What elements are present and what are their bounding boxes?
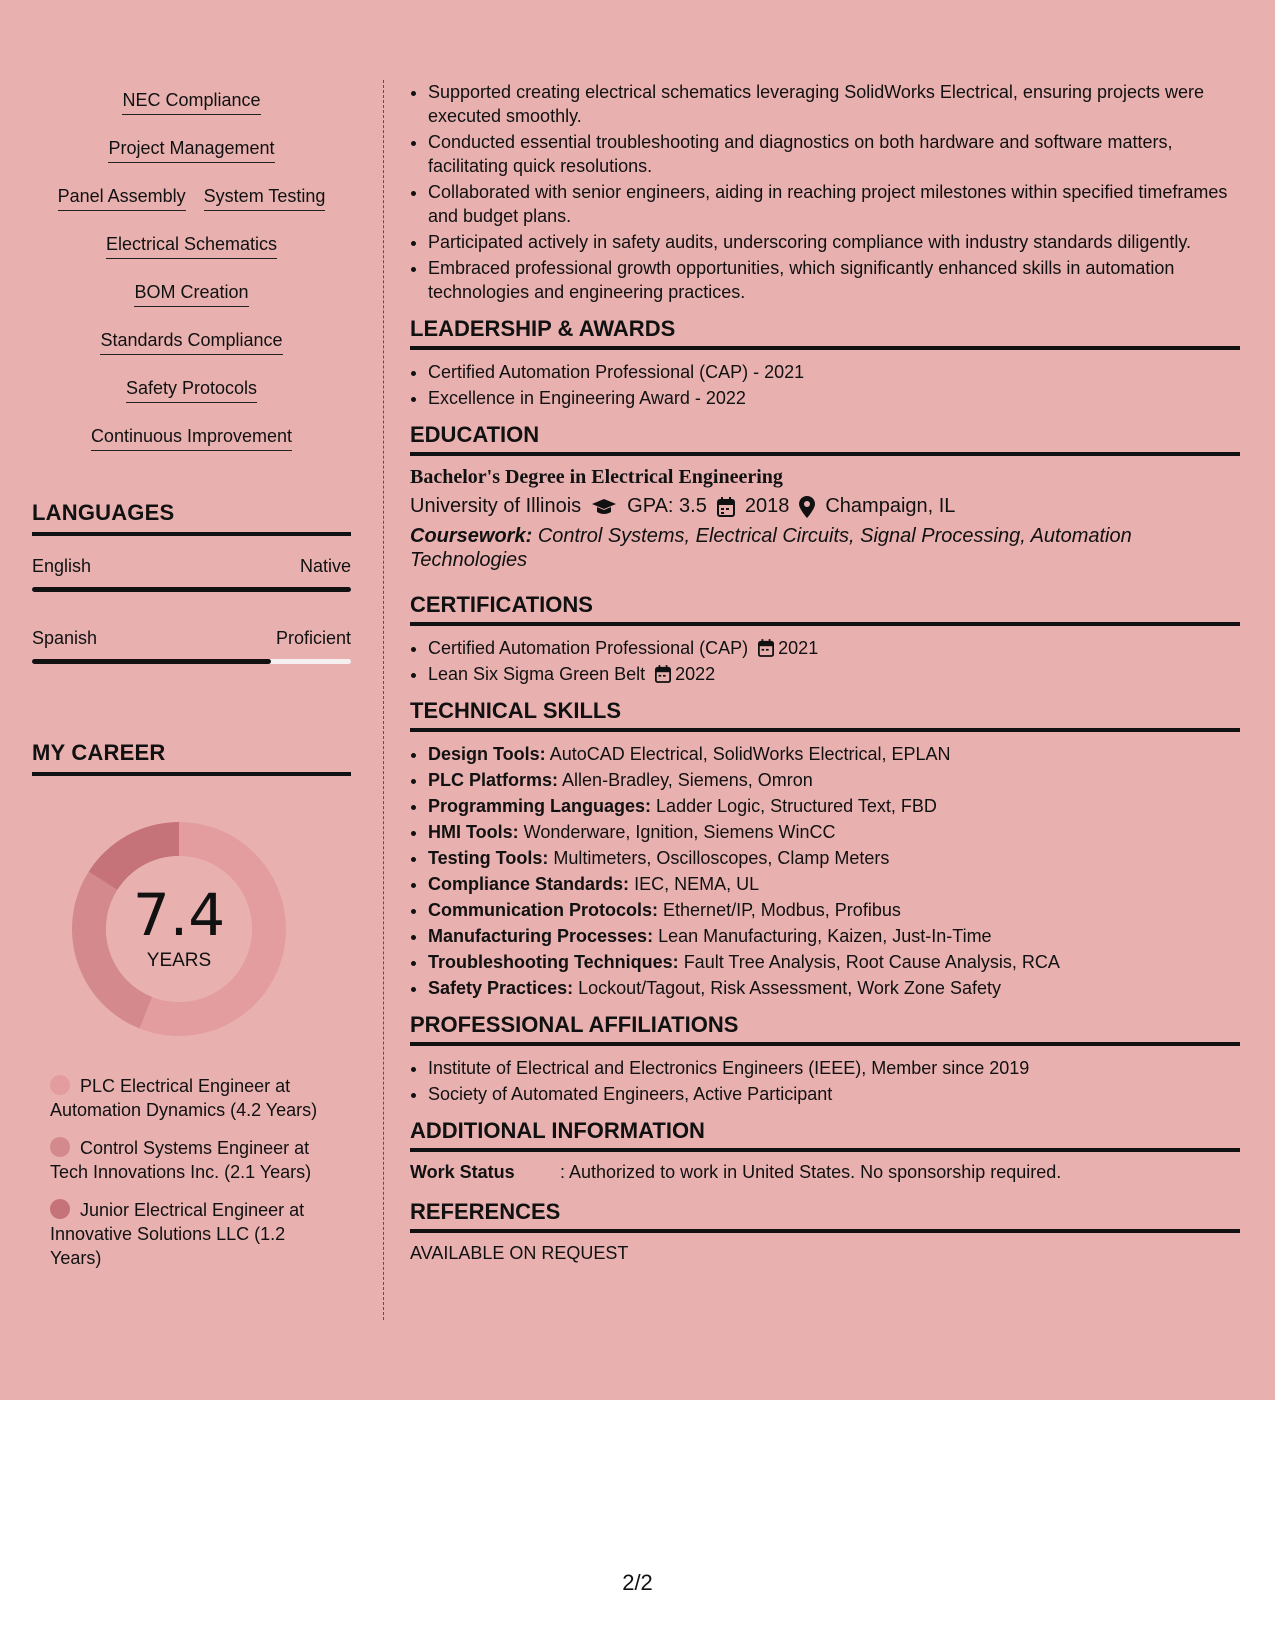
tech-skill-item	[428, 976, 1240, 1000]
tech-skill-value: IEC, NEMA, UL	[634, 874, 760, 894]
experience-bullets	[410, 80, 1240, 304]
tech-skill-value: Multimeters, Oscilloscopes, Clamp Meters	[553, 848, 890, 868]
section-title: PROFESSIONAL AFFILIATIONS	[410, 1012, 1240, 1046]
skill-tag: System Testing	[204, 185, 326, 211]
language-level: Proficient	[275, 628, 351, 648]
legend-item	[50, 1074, 340, 1122]
calendar-icon	[758, 639, 774, 657]
language-row	[32, 556, 351, 577]
skill-tag: Continuous Improvement	[91, 425, 292, 451]
certification-year: 2022	[675, 664, 716, 684]
career-total-unit: YEARS	[146, 950, 212, 971]
tech-skill-item	[428, 950, 1240, 974]
language-level: Native	[299, 556, 351, 576]
skill-tags	[32, 78, 351, 462]
tech-skill-label: Testing Tools:	[428, 848, 549, 868]
skill-tag: Project Management	[108, 137, 274, 163]
tech-skill-value: Lean Manufacturing, Kaizen, Just-In-Time	[658, 926, 992, 946]
skill-tag: Standards Compliance	[100, 329, 282, 355]
award-item: • Certified Automation Professional (CAP) - 2021	[428, 360, 1240, 384]
tech-skill-item	[428, 846, 1240, 870]
tech-skill-label: Communication Protocols:	[428, 900, 659, 920]
certification-item	[428, 636, 1240, 660]
language-name: English	[32, 556, 92, 576]
career-donut-chart	[64, 814, 294, 1044]
education-meta	[410, 495, 1240, 518]
graduation-year: 2018	[744, 495, 790, 517]
legend-label: Control Systems Engineer at Tech Innovations Inc. (2.1 Years)	[50, 1138, 312, 1182]
tech-skill-value: Fault Tree Analysis, Root Cause Analysis, RCA	[683, 952, 1060, 972]
legend-dot	[50, 1075, 70, 1095]
skill-tag: Safety Protocols	[126, 377, 257, 403]
legend-item	[50, 1198, 340, 1270]
coursework-text: Control Systems, Electrical Circuits, Signal Processing, Automation Technologies	[410, 525, 1132, 571]
tech-skill-value: Lockout/Tagout, Risk Assessment, Work Zone Safety	[578, 978, 1001, 998]
section-title: CERTIFICATIONS	[410, 592, 1240, 626]
legend-label: Junior Electrical Engineer at Innovative Solutions LLC (1.2 Years)	[50, 1200, 305, 1268]
school-name: University of Illinois	[410, 495, 582, 517]
experience-bullet: • Embraced professional growth opportunities, which significantly enhanced skills in automation technologies and engineering practices.	[428, 256, 1240, 304]
tech-skill-value: Ethernet/IP, Modbus, Profibus	[663, 900, 901, 920]
legend-item	[50, 1136, 340, 1184]
language-bar	[32, 659, 351, 664]
affiliation-item: • Society of Automated Engineers, Active Participant	[428, 1082, 1240, 1106]
legend-dot	[50, 1137, 70, 1157]
graduation-cap-icon	[591, 498, 617, 516]
section-title: MY CAREER	[32, 740, 351, 776]
section-title: REFERENCES	[410, 1199, 1240, 1233]
calendar-icon	[655, 665, 671, 683]
experience-bullet: • Participated actively in safety audits, underscoring compliance with industry standards diligently.	[428, 230, 1240, 254]
tech-skill-label: Troubleshooting Techniques:	[428, 952, 679, 972]
experience-bullet: • Supported creating electrical schematics leveraging SolidWorks Electrical, ensuring projects were executed smoothly.	[428, 80, 1240, 128]
affiliations-list	[410, 1056, 1240, 1106]
tech-skill-label: HMI Tools:	[428, 822, 519, 842]
language-name: Spanish	[32, 628, 98, 648]
page-number: 2/2	[622, 1570, 653, 1595]
right-column	[410, 80, 1240, 1264]
tech-skill-label: PLC Platforms:	[428, 770, 559, 790]
tech-skill-item	[428, 872, 1240, 896]
map-pin-icon	[799, 496, 815, 518]
language-bar-fill	[32, 587, 351, 592]
work-status	[410, 1162, 1240, 1183]
school-location: Champaign, IL	[825, 495, 956, 517]
tech-skill-item	[428, 768, 1240, 792]
language-row	[32, 628, 351, 649]
tech-skill-label: Compliance Standards:	[428, 874, 630, 894]
leadership-list	[410, 360, 1240, 410]
skill-tag: NEC Compliance	[122, 89, 260, 115]
left-column	[32, 78, 351, 1284]
technical-skills-list	[410, 742, 1240, 1000]
affiliation-item: • Institute of Electrical and Electronics Engineers (IEEE), Member since 2019	[428, 1056, 1240, 1080]
tech-skill-value: Allen-Bradley, Siemens, Omron	[562, 770, 813, 790]
tech-skill-item	[428, 742, 1240, 766]
tech-skill-value: Ladder Logic, Structured Text, FBD	[656, 796, 937, 816]
gpa: GPA: 3.5	[627, 495, 707, 517]
tech-skill-value: Wonderware, Ignition, Siemens WinCC	[523, 822, 836, 842]
tech-skill-item	[428, 898, 1240, 922]
certification-item	[428, 662, 1240, 686]
experience-bullet: • Collaborated with senior engineers, aiding in reaching project milestones within specified timeframes and budget plans.	[428, 180, 1240, 228]
certification-name: Certified Automation Professional (CAP)	[428, 638, 749, 658]
tech-skill-value: AutoCAD Electrical, SolidWorks Electrical, EPLAN	[549, 744, 951, 764]
languages-section	[32, 500, 351, 664]
tech-skill-label: Safety Practices:	[428, 978, 574, 998]
tech-skill-label: Design Tools:	[428, 744, 546, 764]
language-bar	[32, 587, 351, 592]
skill-tag: Panel Assembly	[58, 185, 186, 211]
award-item: • Excellence in Engineering Award - 2022	[428, 386, 1240, 410]
skill-tag: Electrical Schematics	[106, 233, 277, 259]
degree-title: Bachelor's Degree in Electrical Engineering	[410, 466, 783, 488]
certification-year: 2021	[778, 638, 819, 658]
work-status-value: : Authorized to work in United States. No sponsorship required.	[560, 1162, 1062, 1182]
certification-name: Lean Six Sigma Green Belt	[428, 664, 646, 684]
legend-label: PLC Electrical Engineer at Automation Dynamics (4.2 Years)	[50, 1076, 318, 1120]
skill-tag: BOM Creation	[134, 281, 248, 307]
work-status-label: Work Status	[410, 1162, 515, 1182]
coursework-label: Coursework:	[410, 525, 533, 547]
tech-skill-label: Manufacturing Processes:	[428, 926, 654, 946]
legend-dot	[50, 1199, 70, 1219]
references-text: AVAILABLE ON REQUEST	[410, 1243, 629, 1263]
calendar-icon	[717, 497, 735, 517]
tech-skill-item	[428, 820, 1240, 844]
tech-skill-item	[428, 924, 1240, 948]
career-total-years: 7.4	[132, 881, 226, 949]
section-title: TECHNICAL SKILLS	[410, 698, 1240, 732]
tech-skill-item	[428, 794, 1240, 818]
section-title: EDUCATION	[410, 422, 1240, 456]
coursework	[410, 524, 1240, 572]
career-section	[32, 740, 351, 1270]
tech-skill-label: Programming Languages:	[428, 796, 652, 816]
career-legend	[32, 1074, 340, 1270]
section-title: LANGUAGES	[32, 500, 351, 536]
experience-bullet: • Conducted essential troubleshooting and diagnostics on both hardware and software matters, facilitating quick resolutions.	[428, 130, 1240, 178]
language-bar-fill	[32, 659, 271, 664]
section-title: ADDITIONAL INFORMATION	[410, 1118, 1240, 1152]
column-divider	[383, 80, 384, 1320]
section-title: LEADERSHIP & AWARDS	[410, 316, 1240, 350]
certifications-list	[410, 636, 1240, 686]
